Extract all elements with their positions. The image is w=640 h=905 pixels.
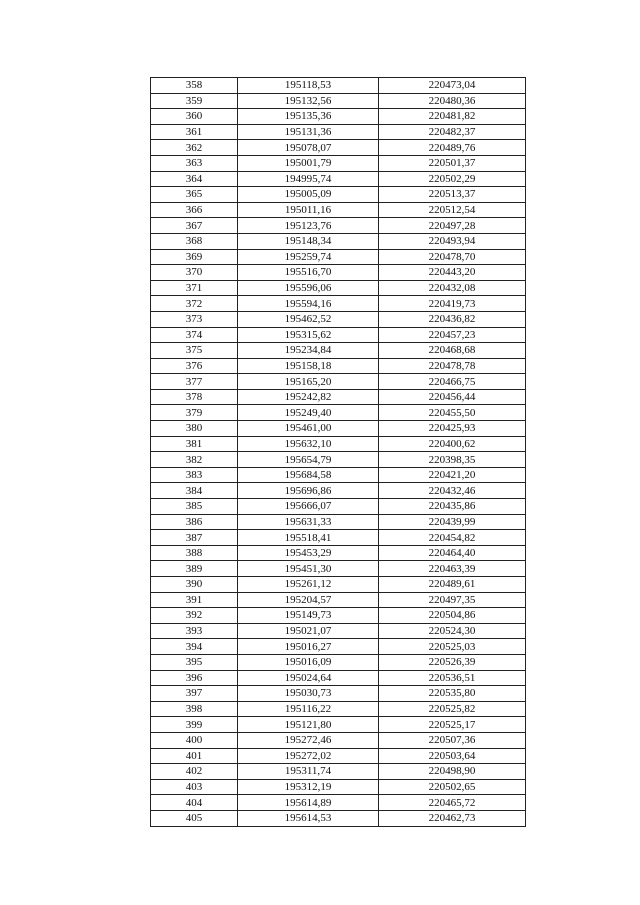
y-coordinate-cell: 220525,17 [379,717,526,733]
table-row [151,530,526,546]
y-coordinate-cell: 220501,37 [379,155,526,171]
y-coordinate-cell: 220432,08 [379,280,526,296]
point-number-cell: 371 [151,280,238,296]
y-coordinate-cell: 220478,70 [379,249,526,265]
table-row [151,233,526,249]
y-coordinate-cell: 220457,23 [379,327,526,343]
y-coordinate-cell: 220503,64 [379,748,526,764]
x-coordinate-cell: 195596,06 [238,280,379,296]
table-row [151,78,526,94]
point-number-cell: 391 [151,592,238,608]
table-row [151,514,526,530]
table-row [151,779,526,795]
y-coordinate-cell: 220473,04 [379,78,526,94]
table-row [151,467,526,483]
point-number-cell: 381 [151,436,238,452]
point-number-cell: 364 [151,171,238,187]
x-coordinate-cell: 195118,53 [238,78,379,94]
point-number-cell: 362 [151,140,238,156]
x-coordinate-cell: 195516,70 [238,265,379,281]
y-coordinate-cell: 220398,35 [379,452,526,468]
x-coordinate-cell: 195594,16 [238,296,379,312]
point-number-cell: 394 [151,639,238,655]
table-row [151,265,526,281]
table-row [151,389,526,405]
x-coordinate-cell: 195654,79 [238,452,379,468]
point-number-cell: 384 [151,483,238,499]
table-row [151,639,526,655]
x-coordinate-cell: 195272,46 [238,732,379,748]
coordinates-table [150,77,526,827]
point-number-cell: 358 [151,78,238,94]
point-number-cell: 369 [151,249,238,265]
y-coordinate-cell: 220480,36 [379,93,526,109]
x-coordinate-cell: 195518,41 [238,530,379,546]
y-coordinate-cell: 220497,35 [379,592,526,608]
table-row [151,187,526,203]
x-coordinate-cell: 195165,20 [238,374,379,390]
x-coordinate-cell: 195016,09 [238,654,379,670]
table-row [151,748,526,764]
table-row [151,732,526,748]
point-number-cell: 388 [151,545,238,561]
point-number-cell: 367 [151,218,238,234]
point-number-cell: 370 [151,265,238,281]
point-number-cell: 401 [151,748,238,764]
x-coordinate-cell: 195001,79 [238,155,379,171]
point-number-cell: 378 [151,389,238,405]
point-number-cell: 399 [151,717,238,733]
point-number-cell: 368 [151,233,238,249]
x-coordinate-cell: 195259,74 [238,249,379,265]
table-row [151,795,526,811]
x-coordinate-cell: 195135,36 [238,109,379,125]
x-coordinate-cell: 195261,12 [238,577,379,593]
y-coordinate-cell: 220524,30 [379,623,526,639]
y-coordinate-cell: 220493,94 [379,233,526,249]
point-number-cell: 400 [151,732,238,748]
table-row [151,592,526,608]
point-number-cell: 374 [151,327,238,343]
point-number-cell: 380 [151,421,238,437]
y-coordinate-cell: 220489,76 [379,140,526,156]
x-coordinate-cell: 195312,19 [238,779,379,795]
table-row [151,171,526,187]
y-coordinate-cell: 220489,61 [379,577,526,593]
table-row [151,577,526,593]
table-row [151,608,526,624]
x-coordinate-cell: 195696,86 [238,483,379,499]
x-coordinate-cell: 195024,64 [238,670,379,686]
y-coordinate-cell: 220419,73 [379,296,526,312]
table-row [151,374,526,390]
y-coordinate-cell: 220482,37 [379,124,526,140]
x-coordinate-cell: 195078,07 [238,140,379,156]
table-row [151,218,526,234]
x-coordinate-cell: 195666,07 [238,499,379,515]
table-row [151,452,526,468]
point-number-cell: 390 [151,577,238,593]
point-number-cell: 360 [151,109,238,125]
x-coordinate-cell: 195204,57 [238,592,379,608]
table-row [151,93,526,109]
point-number-cell: 363 [151,155,238,171]
x-coordinate-cell: 195315,62 [238,327,379,343]
y-coordinate-cell: 220436,82 [379,311,526,327]
point-number-cell: 386 [151,514,238,530]
x-coordinate-cell: 195131,36 [238,124,379,140]
point-number-cell: 372 [151,296,238,312]
point-number-cell: 365 [151,187,238,203]
table-row [151,764,526,780]
x-coordinate-cell: 195021,07 [238,623,379,639]
point-number-cell: 366 [151,202,238,218]
y-coordinate-cell: 220454,82 [379,530,526,546]
point-number-cell: 398 [151,701,238,717]
x-coordinate-cell: 195116,22 [238,701,379,717]
point-number-cell: 389 [151,561,238,577]
table-row [151,561,526,577]
point-number-cell: 404 [151,795,238,811]
point-number-cell: 383 [151,467,238,483]
y-coordinate-cell: 220421,20 [379,467,526,483]
point-number-cell: 373 [151,311,238,327]
x-coordinate-cell: 194995,74 [238,171,379,187]
y-coordinate-cell: 220464,40 [379,545,526,561]
y-coordinate-cell: 220456,44 [379,389,526,405]
y-coordinate-cell: 220425,93 [379,421,526,437]
table-row [151,124,526,140]
y-coordinate-cell: 220443,20 [379,265,526,281]
table-row [151,686,526,702]
point-number-cell: 385 [151,499,238,515]
point-number-cell: 387 [151,530,238,546]
table-row [151,670,526,686]
table-row [151,701,526,717]
x-coordinate-cell: 195453,29 [238,545,379,561]
point-number-cell: 397 [151,686,238,702]
table-row [151,155,526,171]
y-coordinate-cell: 220400,62 [379,436,526,452]
table-row [151,202,526,218]
table-row [151,296,526,312]
table-row [151,623,526,639]
table-row [151,249,526,265]
x-coordinate-cell: 195030,73 [238,686,379,702]
table-row [151,109,526,125]
x-coordinate-cell: 195451,30 [238,561,379,577]
y-coordinate-cell: 220504,86 [379,608,526,624]
x-coordinate-cell: 195614,53 [238,810,379,826]
x-coordinate-cell: 195016,27 [238,639,379,655]
x-coordinate-cell: 195121,80 [238,717,379,733]
point-number-cell: 359 [151,93,238,109]
x-coordinate-cell: 195242,82 [238,389,379,405]
y-coordinate-cell: 220465,72 [379,795,526,811]
y-coordinate-cell: 220513,37 [379,187,526,203]
x-coordinate-cell: 195684,58 [238,467,379,483]
table-row [151,327,526,343]
x-coordinate-cell: 195632,10 [238,436,379,452]
table-row [151,421,526,437]
point-number-cell: 376 [151,358,238,374]
point-number-cell: 396 [151,670,238,686]
point-number-cell: 382 [151,452,238,468]
x-coordinate-cell: 195158,18 [238,358,379,374]
y-coordinate-cell: 220507,36 [379,732,526,748]
y-coordinate-cell: 220525,03 [379,639,526,655]
table-row [151,311,526,327]
x-coordinate-cell: 195614,89 [238,795,379,811]
x-coordinate-cell: 195132,56 [238,93,379,109]
y-coordinate-cell: 220463,39 [379,561,526,577]
table-row [151,717,526,733]
table-row [151,545,526,561]
y-coordinate-cell: 220502,65 [379,779,526,795]
point-number-cell: 377 [151,374,238,390]
table-row [151,483,526,499]
y-coordinate-cell: 220497,28 [379,218,526,234]
y-coordinate-cell: 220478,78 [379,358,526,374]
point-number-cell: 392 [151,608,238,624]
x-coordinate-cell: 195462,52 [238,311,379,327]
y-coordinate-cell: 220512,54 [379,202,526,218]
y-coordinate-cell: 220468,68 [379,343,526,359]
point-number-cell: 375 [151,343,238,359]
x-coordinate-cell: 195011,16 [238,202,379,218]
y-coordinate-cell: 220535,80 [379,686,526,702]
table-row [151,280,526,296]
point-number-cell: 379 [151,405,238,421]
point-number-cell: 361 [151,124,238,140]
point-number-cell: 402 [151,764,238,780]
x-coordinate-cell: 195005,09 [238,187,379,203]
x-coordinate-cell: 195249,40 [238,405,379,421]
y-coordinate-cell: 220525,82 [379,701,526,717]
table-row [151,358,526,374]
table-row [151,436,526,452]
table-row [151,810,526,826]
y-coordinate-cell: 220435,86 [379,499,526,515]
y-coordinate-cell: 220466,75 [379,374,526,390]
x-coordinate-cell: 195234,84 [238,343,379,359]
table-row [151,140,526,156]
y-coordinate-cell: 220481,82 [379,109,526,125]
y-coordinate-cell: 220502,29 [379,171,526,187]
y-coordinate-cell: 220462,73 [379,810,526,826]
x-coordinate-cell: 195123,76 [238,218,379,234]
y-coordinate-cell: 220526,39 [379,654,526,670]
x-coordinate-cell: 195631,33 [238,514,379,530]
coordinates-table-body [151,78,526,827]
y-coordinate-cell: 220498,90 [379,764,526,780]
point-number-cell: 403 [151,779,238,795]
x-coordinate-cell: 195149,73 [238,608,379,624]
point-number-cell: 393 [151,623,238,639]
point-number-cell: 395 [151,654,238,670]
y-coordinate-cell: 220439,99 [379,514,526,530]
x-coordinate-cell: 195311,74 [238,764,379,780]
table-row [151,343,526,359]
y-coordinate-cell: 220536,51 [379,670,526,686]
y-coordinate-cell: 220455,50 [379,405,526,421]
point-number-cell: 405 [151,810,238,826]
table-row [151,499,526,515]
table-row [151,654,526,670]
x-coordinate-cell: 195272,02 [238,748,379,764]
table-row [151,405,526,421]
x-coordinate-cell: 195461,00 [238,421,379,437]
x-coordinate-cell: 195148,34 [238,233,379,249]
y-coordinate-cell: 220432,46 [379,483,526,499]
